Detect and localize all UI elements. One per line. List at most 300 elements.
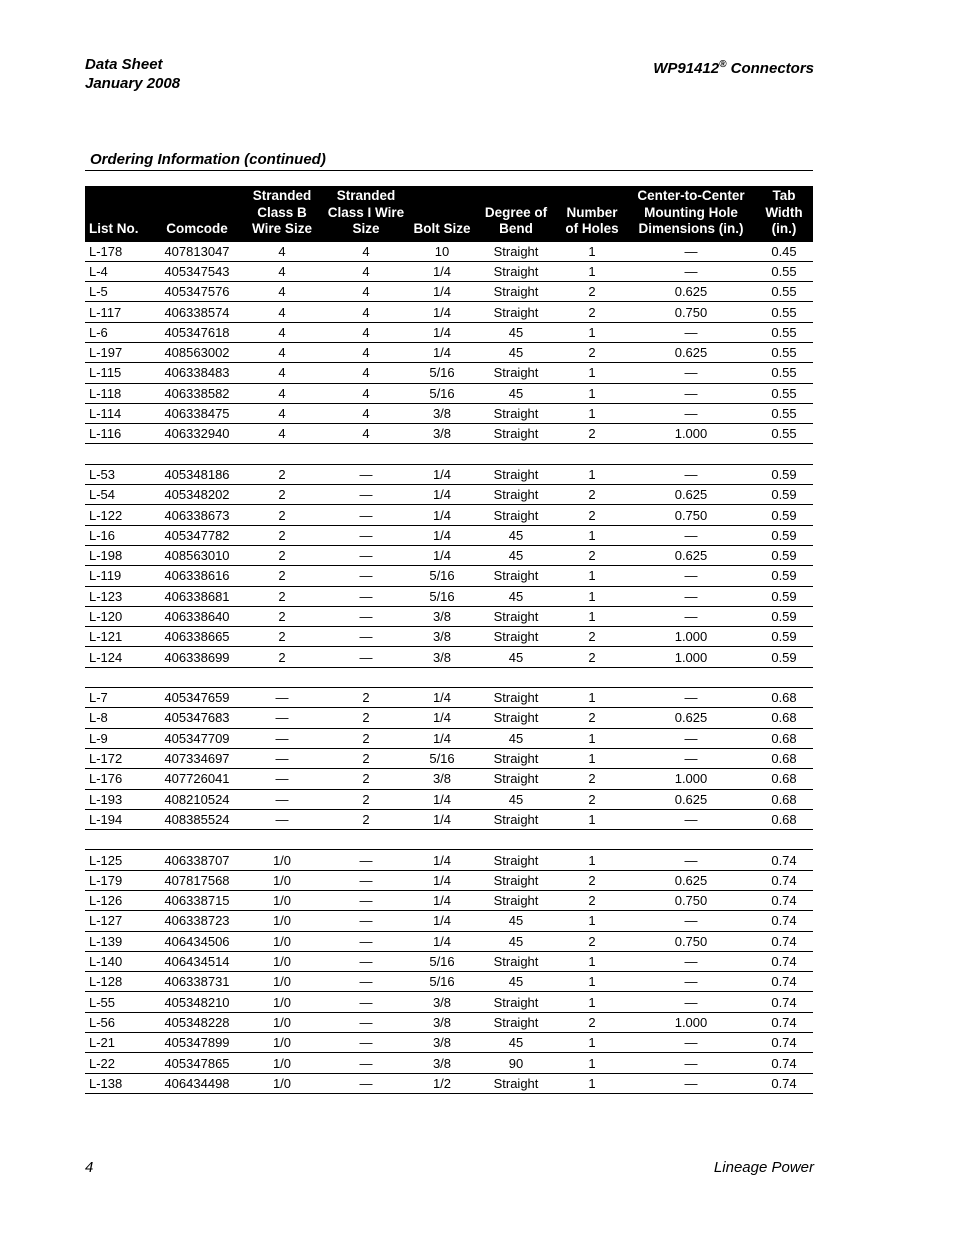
table-cell: 1/4 bbox=[409, 525, 475, 545]
table-cell: 2 bbox=[241, 627, 323, 647]
table-cell: 1/2 bbox=[409, 1073, 475, 1093]
table-cell: 1 bbox=[557, 464, 627, 484]
table-cell: 1.000 bbox=[627, 424, 755, 444]
table-cell: 4 bbox=[241, 342, 323, 362]
table-cell: 0.68 bbox=[755, 708, 813, 728]
table-cell: 408563010 bbox=[153, 545, 241, 565]
table-cell: 1/4 bbox=[409, 282, 475, 302]
col-header: Bolt Size bbox=[409, 186, 475, 242]
table-cell: 4 bbox=[323, 363, 409, 383]
table-cell: 405347683 bbox=[153, 708, 241, 728]
table-cell: 408385524 bbox=[153, 809, 241, 829]
table-cell: L-198 bbox=[85, 545, 153, 565]
table-cell: 1.000 bbox=[627, 627, 755, 647]
table-cell: — bbox=[627, 850, 755, 870]
table-cell: 2 bbox=[241, 485, 323, 505]
table-cell: 2 bbox=[323, 789, 409, 809]
table-row bbox=[85, 1073, 813, 1093]
table-cell: L-127 bbox=[85, 911, 153, 931]
table-cell: — bbox=[627, 383, 755, 403]
table-cell: — bbox=[627, 1053, 755, 1073]
table-cell: — bbox=[323, 647, 409, 667]
table-cell: — bbox=[627, 464, 755, 484]
doc-date: January 2008 bbox=[85, 75, 181, 92]
table-cell: 3/8 bbox=[409, 769, 475, 789]
table-cell: 1/0 bbox=[241, 891, 323, 911]
table-cell: 1/4 bbox=[409, 688, 475, 708]
table-cell: 1 bbox=[557, 972, 627, 992]
table-cell: 1.000 bbox=[627, 647, 755, 667]
table-cell: — bbox=[241, 688, 323, 708]
table-cell: 2 bbox=[557, 1012, 627, 1032]
table-cell: 1/0 bbox=[241, 911, 323, 931]
table-row bbox=[85, 282, 813, 302]
table-cell: 5/16 bbox=[409, 586, 475, 606]
section-title: Ordering Information (continued) bbox=[90, 151, 326, 168]
footer-company: Lineage Power bbox=[713, 1159, 814, 1176]
table-cell: 0.74 bbox=[755, 911, 813, 931]
table-cell: 2 bbox=[557, 424, 627, 444]
table-cell: 405348228 bbox=[153, 1012, 241, 1032]
table-cell: Straight bbox=[475, 1073, 557, 1093]
table-row bbox=[85, 1053, 813, 1073]
table-cell: — bbox=[627, 606, 755, 626]
table-cell: 0.625 bbox=[627, 708, 755, 728]
table-cell: 0.74 bbox=[755, 951, 813, 971]
table-cell: 1/4 bbox=[409, 485, 475, 505]
table-cell: 1 bbox=[557, 261, 627, 281]
table-cell: 45 bbox=[475, 972, 557, 992]
table-cell: 0.59 bbox=[755, 586, 813, 606]
table-cell: 0.625 bbox=[627, 789, 755, 809]
table-cell: Straight bbox=[475, 870, 557, 890]
table-cell: 1 bbox=[557, 728, 627, 748]
table-cell: 0.74 bbox=[755, 891, 813, 911]
table-cell: 1 bbox=[557, 951, 627, 971]
table-cell: 45 bbox=[475, 931, 557, 951]
table-cell: Straight bbox=[475, 748, 557, 768]
table-cell: 408210524 bbox=[153, 789, 241, 809]
table-cell: 0.68 bbox=[755, 688, 813, 708]
table-row bbox=[85, 322, 813, 342]
table-cell: 0.59 bbox=[755, 566, 813, 586]
table-header-row bbox=[85, 186, 813, 242]
table-cell: 2 bbox=[241, 545, 323, 565]
table-cell: 406338681 bbox=[153, 586, 241, 606]
table-cell: — bbox=[627, 525, 755, 545]
table-cell: — bbox=[323, 972, 409, 992]
table-cell: — bbox=[627, 403, 755, 423]
table-cell: 45 bbox=[475, 1033, 557, 1053]
table-cell: L-9 bbox=[85, 728, 153, 748]
table-cell: 0.59 bbox=[755, 627, 813, 647]
table-cell: 1/0 bbox=[241, 1012, 323, 1032]
table-cell: 1/0 bbox=[241, 1053, 323, 1073]
table-cell: — bbox=[627, 1033, 755, 1053]
table-cell: 408563002 bbox=[153, 342, 241, 362]
table-cell: — bbox=[627, 728, 755, 748]
table-cell: 0.74 bbox=[755, 1033, 813, 1053]
table-cell: 1/4 bbox=[409, 261, 475, 281]
table-cell: 1/4 bbox=[409, 931, 475, 951]
table-cell: 405347543 bbox=[153, 261, 241, 281]
table-cell: 0.74 bbox=[755, 1073, 813, 1093]
table-cell: — bbox=[323, 911, 409, 931]
table-cell: 1 bbox=[557, 688, 627, 708]
table-cell: 0.74 bbox=[755, 931, 813, 951]
table-cell: 45 bbox=[475, 789, 557, 809]
table-cell: 1/0 bbox=[241, 992, 323, 1012]
table-cell: 4 bbox=[323, 242, 409, 262]
table-cell: 2 bbox=[323, 748, 409, 768]
table-cell: 2 bbox=[557, 505, 627, 525]
spacer-cell bbox=[85, 667, 813, 687]
table-cell: 2 bbox=[557, 282, 627, 302]
table-cell: 0.625 bbox=[627, 282, 755, 302]
table-cell: 405348186 bbox=[153, 464, 241, 484]
table-cell: 1/4 bbox=[409, 545, 475, 565]
table-cell: — bbox=[323, 1012, 409, 1032]
table-cell: 45 bbox=[475, 383, 557, 403]
table-cell: L-178 bbox=[85, 242, 153, 262]
table-cell: Straight bbox=[475, 891, 557, 911]
page-number: 4 bbox=[85, 1159, 94, 1176]
table-cell: 405347709 bbox=[153, 728, 241, 748]
table-cell: 1 bbox=[557, 403, 627, 423]
table-row bbox=[85, 424, 813, 444]
table-cell: 4 bbox=[323, 403, 409, 423]
table-cell: Straight bbox=[475, 505, 557, 525]
table-cell: 1/4 bbox=[409, 809, 475, 829]
table-row bbox=[85, 485, 813, 505]
table-cell: Straight bbox=[475, 769, 557, 789]
table-cell: 45 bbox=[475, 525, 557, 545]
table-cell: 45 bbox=[475, 728, 557, 748]
table-cell: 0.74 bbox=[755, 992, 813, 1012]
table-cell: 1 bbox=[557, 322, 627, 342]
table-cell: L-22 bbox=[85, 1053, 153, 1073]
table-cell: L-140 bbox=[85, 951, 153, 971]
table-cell: 1/4 bbox=[409, 911, 475, 931]
table-cell: 90 bbox=[475, 1053, 557, 1073]
table-cell: 2 bbox=[557, 769, 627, 789]
table-row bbox=[85, 403, 813, 423]
table-cell: 5/16 bbox=[409, 972, 475, 992]
table-cell: 4 bbox=[323, 282, 409, 302]
table-cell: 0.55 bbox=[755, 302, 813, 322]
table-cell: 1/4 bbox=[409, 891, 475, 911]
table-cell: 10 bbox=[409, 242, 475, 262]
table-cell: 4 bbox=[241, 424, 323, 444]
table-row bbox=[85, 688, 813, 708]
product-suffix: Connectors bbox=[726, 60, 814, 77]
table-cell: 0.74 bbox=[755, 1012, 813, 1032]
table-cell: 4 bbox=[241, 363, 323, 383]
group-spacer bbox=[85, 444, 813, 464]
table-cell: 3/8 bbox=[409, 1033, 475, 1053]
table-cell: 406338673 bbox=[153, 505, 241, 525]
table-cell: 1/4 bbox=[409, 322, 475, 342]
table-cell: 2 bbox=[557, 708, 627, 728]
table-cell: 3/8 bbox=[409, 1012, 475, 1032]
table-cell: — bbox=[241, 728, 323, 748]
table-cell: L-118 bbox=[85, 383, 153, 403]
table-cell: — bbox=[323, 1033, 409, 1053]
table-cell: Straight bbox=[475, 302, 557, 322]
table-cell: Straight bbox=[475, 809, 557, 829]
table-cell: — bbox=[241, 769, 323, 789]
ordering-table bbox=[85, 186, 813, 1094]
table-cell: 0.625 bbox=[627, 342, 755, 362]
table-cell: 405347576 bbox=[153, 282, 241, 302]
table-cell: L-122 bbox=[85, 505, 153, 525]
table-cell: 1/4 bbox=[409, 850, 475, 870]
table-cell: Straight bbox=[475, 261, 557, 281]
table-cell: 4 bbox=[241, 302, 323, 322]
table-cell: 0.45 bbox=[755, 242, 813, 262]
table-row bbox=[85, 1033, 813, 1053]
table-cell: — bbox=[323, 870, 409, 890]
table-cell: 406338475 bbox=[153, 403, 241, 423]
table-cell: L-5 bbox=[85, 282, 153, 302]
table-cell: 1 bbox=[557, 525, 627, 545]
table-cell: 407726041 bbox=[153, 769, 241, 789]
table-cell: Straight bbox=[475, 627, 557, 647]
header-left bbox=[85, 55, 180, 93]
table-cell: 1 bbox=[557, 242, 627, 262]
table-row bbox=[85, 586, 813, 606]
table-cell: Straight bbox=[475, 363, 557, 383]
table-cell: — bbox=[627, 972, 755, 992]
table-cell: 1 bbox=[557, 586, 627, 606]
registered-mark: ® bbox=[719, 59, 727, 70]
table-row bbox=[85, 525, 813, 545]
product-name: WP91412 bbox=[653, 60, 720, 77]
table-cell: L-126 bbox=[85, 891, 153, 911]
table-row bbox=[85, 870, 813, 890]
table-cell: 0.68 bbox=[755, 789, 813, 809]
table-cell: 4 bbox=[241, 322, 323, 342]
table-cell: — bbox=[627, 809, 755, 829]
table-cell: 1/0 bbox=[241, 1033, 323, 1053]
table-cell: 0.59 bbox=[755, 485, 813, 505]
table-cell: L-124 bbox=[85, 647, 153, 667]
table-cell: 1/0 bbox=[241, 850, 323, 870]
table-cell: 2 bbox=[557, 545, 627, 565]
table-row bbox=[85, 809, 813, 829]
table-cell: Straight bbox=[475, 566, 557, 586]
table-cell: L-54 bbox=[85, 485, 153, 505]
table-row bbox=[85, 972, 813, 992]
col-header: Number of Holes bbox=[557, 186, 627, 242]
table-cell: 405347782 bbox=[153, 525, 241, 545]
table-cell: 4 bbox=[241, 403, 323, 423]
table-cell: 0.625 bbox=[627, 870, 755, 890]
table-cell: 2 bbox=[557, 647, 627, 667]
table-cell: 1 bbox=[557, 911, 627, 931]
table-cell: Straight bbox=[475, 708, 557, 728]
table-cell: L-120 bbox=[85, 606, 153, 626]
table-cell: 1.000 bbox=[627, 1012, 755, 1032]
table-cell: 0.74 bbox=[755, 1053, 813, 1073]
table-row bbox=[85, 566, 813, 586]
table-cell: 45 bbox=[475, 911, 557, 931]
table-cell: L-115 bbox=[85, 363, 153, 383]
table-body bbox=[85, 242, 813, 1094]
table-cell: 4 bbox=[323, 342, 409, 362]
table-cell: 45 bbox=[475, 342, 557, 362]
table-cell: Straight bbox=[475, 424, 557, 444]
table-cell: Straight bbox=[475, 992, 557, 1012]
table-cell: L-197 bbox=[85, 342, 153, 362]
group-spacer bbox=[85, 667, 813, 687]
table-cell: 1/4 bbox=[409, 505, 475, 525]
table-cell: — bbox=[241, 708, 323, 728]
table-cell: 5/16 bbox=[409, 951, 475, 971]
table-cell: 4 bbox=[323, 261, 409, 281]
table-cell: — bbox=[627, 566, 755, 586]
table-row bbox=[85, 728, 813, 748]
table-cell: 5/16 bbox=[409, 748, 475, 768]
table-cell: 0.59 bbox=[755, 606, 813, 626]
table-cell: 1 bbox=[557, 809, 627, 829]
table-cell: 406338574 bbox=[153, 302, 241, 322]
table-cell: 1/0 bbox=[241, 1073, 323, 1093]
table-cell: 45 bbox=[475, 586, 557, 606]
table-cell: — bbox=[627, 242, 755, 262]
group-spacer bbox=[85, 830, 813, 850]
table-cell: 1 bbox=[557, 1033, 627, 1053]
table-cell: 406338707 bbox=[153, 850, 241, 870]
table-cell: L-123 bbox=[85, 586, 153, 606]
table-cell: 2 bbox=[241, 586, 323, 606]
table-cell: 2 bbox=[323, 809, 409, 829]
table-cell: 1/0 bbox=[241, 951, 323, 971]
table-cell: 0.55 bbox=[755, 342, 813, 362]
table-cell: — bbox=[241, 809, 323, 829]
table-cell: 407334697 bbox=[153, 748, 241, 768]
table-cell: L-194 bbox=[85, 809, 153, 829]
header-right bbox=[653, 55, 814, 78]
table-cell: 3/8 bbox=[409, 627, 475, 647]
table-cell: 0.625 bbox=[627, 545, 755, 565]
table-cell: 406338665 bbox=[153, 627, 241, 647]
table-cell: 0.74 bbox=[755, 850, 813, 870]
table-row bbox=[85, 627, 813, 647]
table-row bbox=[85, 363, 813, 383]
table-cell: 405347899 bbox=[153, 1033, 241, 1053]
col-header: List No. bbox=[85, 186, 153, 242]
table-cell: — bbox=[323, 951, 409, 971]
table-cell: — bbox=[323, 1073, 409, 1093]
table-cell: — bbox=[627, 951, 755, 971]
table-cell: L-53 bbox=[85, 464, 153, 484]
table-cell: 0.55 bbox=[755, 322, 813, 342]
table-cell: L-172 bbox=[85, 748, 153, 768]
table-cell: — bbox=[323, 931, 409, 951]
table-cell: 0.74 bbox=[755, 972, 813, 992]
table-cell: — bbox=[627, 992, 755, 1012]
table-cell: Straight bbox=[475, 951, 557, 971]
table-cell: 45 bbox=[475, 647, 557, 667]
table-cell: 406338731 bbox=[153, 972, 241, 992]
col-header: Stranded Class I Wire Size bbox=[323, 186, 409, 242]
table-cell: — bbox=[323, 586, 409, 606]
table-cell: — bbox=[241, 748, 323, 768]
table-cell: L-114 bbox=[85, 403, 153, 423]
table-cell: L-117 bbox=[85, 302, 153, 322]
col-header: Center-to-Center Mounting Hole Dimensions (in.) bbox=[627, 186, 755, 242]
table-cell: 4 bbox=[323, 302, 409, 322]
table-cell: 0.55 bbox=[755, 424, 813, 444]
table-cell: 2 bbox=[323, 708, 409, 728]
table-cell: L-55 bbox=[85, 992, 153, 1012]
col-header: Comcode bbox=[153, 186, 241, 242]
table-row bbox=[85, 302, 813, 322]
table-cell: 2 bbox=[241, 464, 323, 484]
table-cell: — bbox=[241, 789, 323, 809]
table-row bbox=[85, 242, 813, 262]
table-cell: 2 bbox=[557, 870, 627, 890]
table-cell: 1 bbox=[557, 850, 627, 870]
table-cell: 3/8 bbox=[409, 1053, 475, 1073]
table-cell: — bbox=[323, 525, 409, 545]
table-cell: 2 bbox=[241, 566, 323, 586]
table-cell: Straight bbox=[475, 242, 557, 262]
table-cell: — bbox=[323, 606, 409, 626]
table-cell: — bbox=[627, 322, 755, 342]
table-row bbox=[85, 931, 813, 951]
table-row bbox=[85, 261, 813, 281]
table-cell: 0.59 bbox=[755, 545, 813, 565]
table-cell: — bbox=[627, 911, 755, 931]
table-cell: — bbox=[627, 748, 755, 768]
table-cell: — bbox=[323, 1053, 409, 1073]
table-cell: 4 bbox=[241, 261, 323, 281]
table-cell: 2 bbox=[241, 505, 323, 525]
table-row bbox=[85, 951, 813, 971]
table-row bbox=[85, 545, 813, 565]
table-cell: L-179 bbox=[85, 870, 153, 890]
table-cell: 1/0 bbox=[241, 870, 323, 890]
table-cell: — bbox=[323, 545, 409, 565]
table-cell: 2 bbox=[557, 302, 627, 322]
table-cell: — bbox=[323, 992, 409, 1012]
col-header: Tab Width (in.) bbox=[755, 186, 813, 242]
table-cell: 405347618 bbox=[153, 322, 241, 342]
table-row bbox=[85, 606, 813, 626]
table-cell: 2 bbox=[241, 606, 323, 626]
table-cell: Straight bbox=[475, 688, 557, 708]
table-cell: 407813047 bbox=[153, 242, 241, 262]
table-cell: 406338582 bbox=[153, 383, 241, 403]
table-cell: 0.59 bbox=[755, 525, 813, 545]
table-cell: L-116 bbox=[85, 424, 153, 444]
table-row bbox=[85, 748, 813, 768]
table-cell: — bbox=[323, 627, 409, 647]
table-cell: 1/4 bbox=[409, 870, 475, 890]
table-row bbox=[85, 342, 813, 362]
table-cell: 1.000 bbox=[627, 769, 755, 789]
table-cell: 1 bbox=[557, 383, 627, 403]
table-cell: L-7 bbox=[85, 688, 153, 708]
table-cell: 1 bbox=[557, 1073, 627, 1093]
section-rule bbox=[85, 170, 813, 171]
table-cell: 1/4 bbox=[409, 789, 475, 809]
table-row bbox=[85, 891, 813, 911]
table-cell: 405347865 bbox=[153, 1053, 241, 1073]
table-cell: 0.750 bbox=[627, 891, 755, 911]
